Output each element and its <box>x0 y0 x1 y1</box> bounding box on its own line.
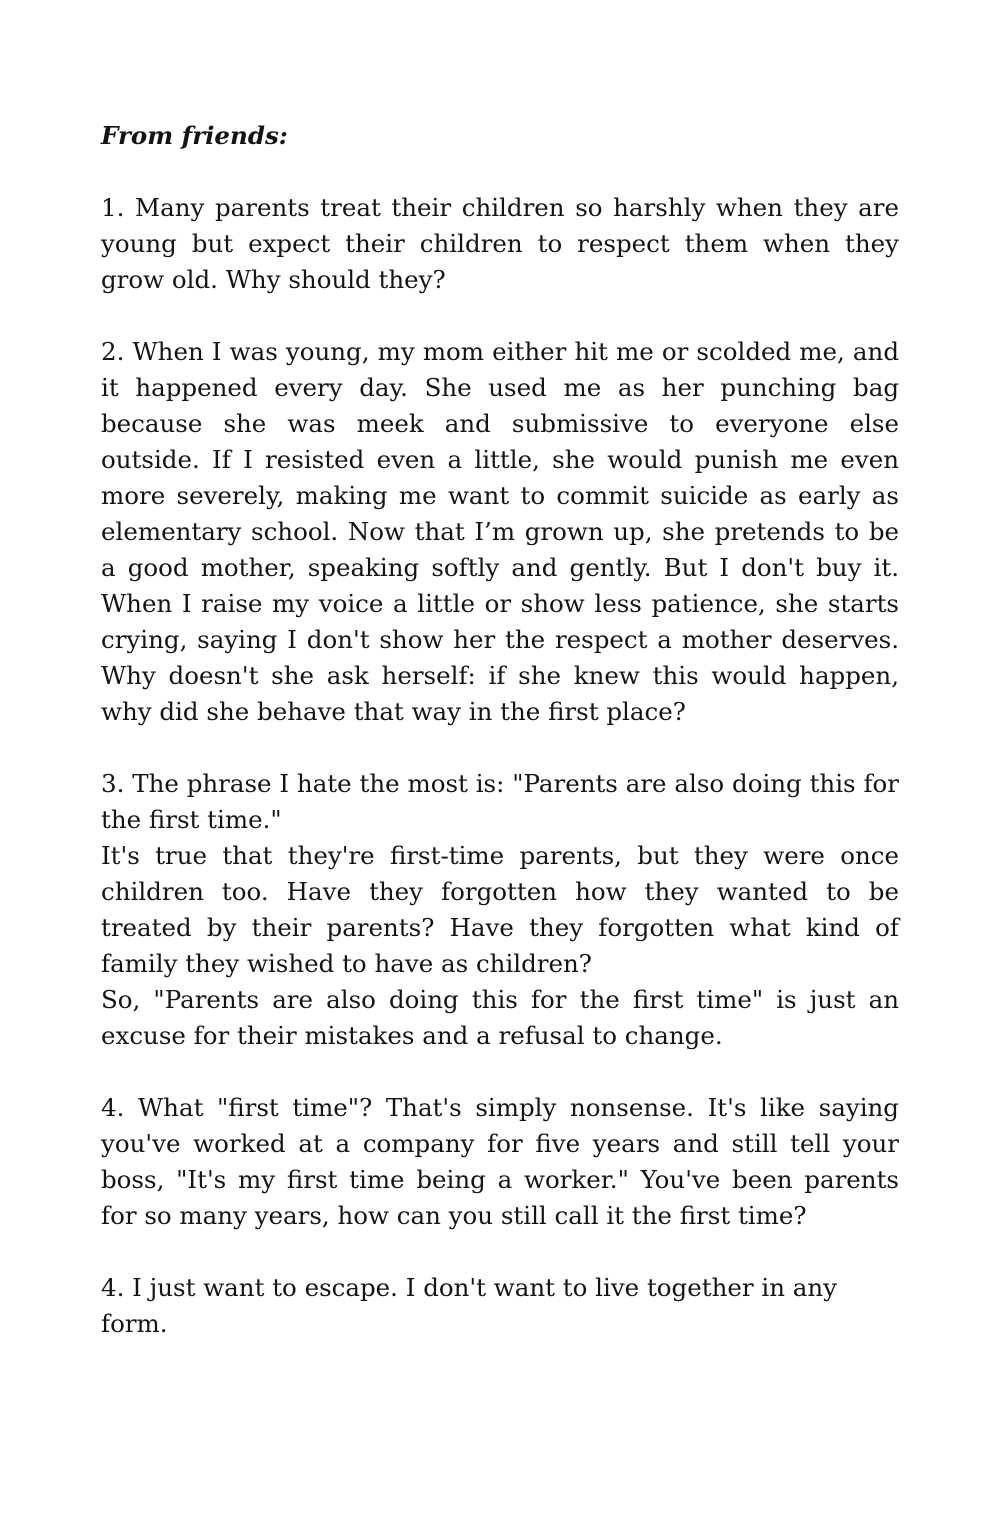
entry-3 <box>101 766 899 1054</box>
entry-3-paragraph-3: So, "Parents are also doing this for the first time" is just an excuse for their mistakes and a refusal to change. <box>101 985 899 1050</box>
entry-4 <box>101 1090 899 1234</box>
entry-5 <box>101 1270 899 1342</box>
entry-2 <box>101 334 899 730</box>
entry-2-paragraph-1: 2. When I was young, my mom either hit me or scolded me, and it happened every day. She used me as her punching bag because she was meek and submissive to everyone else outside. If I resisted even a little, she would punish me even more severely, making me want to commit suicide as early as elementary school. Now that I’m grown up, she pretends to be a good mother, speaking softly and gently. But I don't buy it. When I raise my voice a little or show less patience, she starts crying, saying I don't show her the respect a mother deserves. Why doesn't she ask herself: if she knew this would happen, why did she behave that way in the first place? <box>101 337 899 726</box>
entry-3-paragraph-1: 3. The phrase I hate the most is: "Parents are also doing this for the first time." <box>101 769 899 834</box>
entry-1-paragraph-1: 1. Many parents treat their children so harshly when they are young but expect their children to respect them when they grow old. Why should they? <box>101 193 899 294</box>
entry-3-paragraph-2: It's true that they're first-time parents, but they were once children too. Have they forgotten how they wanted to be treated by their parents? Have they forgotten what kind of family they wished to have as children? <box>101 841 899 978</box>
entry-4-paragraph-1: 4. What "first time"? That's simply nonsense. It's like saying you've worked at a company for five years and still tell your boss, "It's my first time being a worker." You've been parents for so many years, how can you still call it the first time? <box>101 1093 899 1230</box>
document-page <box>101 118 899 1378</box>
entry-1 <box>101 190 899 298</box>
section-heading: From friends: <box>101 121 288 150</box>
entry-5-paragraph-1: 4. I just want to escape. I don't want to live together in any form. <box>101 1273 837 1338</box>
